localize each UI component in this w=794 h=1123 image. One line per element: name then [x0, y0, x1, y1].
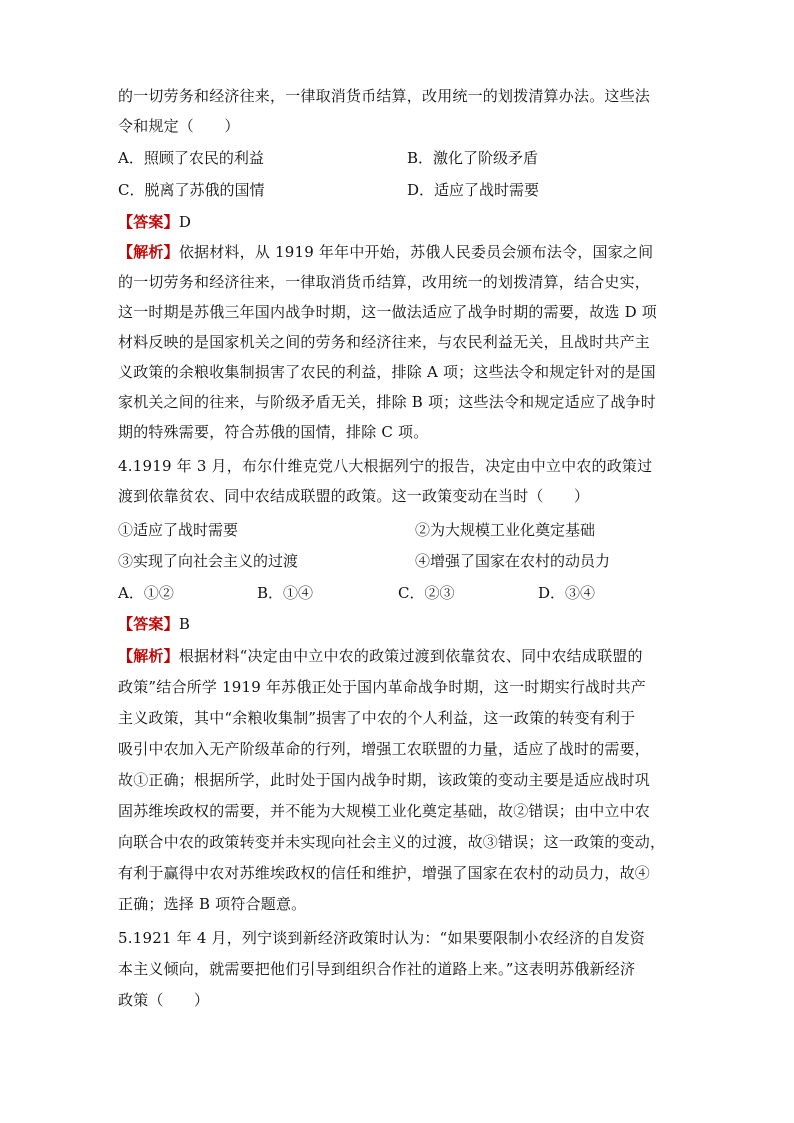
q3-analysis-line: 材料反映的是国家机关之间的劳务和经济往来，与农民利益无关，且战时共产主 — [118, 333, 651, 351]
analysis-text: 依据材料，从 1919 年年中开始，苏俄人民委员会颁布法令，国家之间 — [178, 243, 654, 261]
q4-analysis-line: 吸引中农加入无产阶级革命的行列，增强工农联盟的力量，适应了战时的需要， — [118, 740, 651, 758]
q4-option-d: D．③④ — [538, 584, 596, 602]
q4-analysis-line: 主义政策，其中“余粮收集制”损害了中农的个人利益，这一政策的转变有利于 — [118, 709, 636, 727]
q3-analysis-line: 这一时期是苏俄三年国内战争时期，这一做法适应了战争时期的需要，故选 D 项 — [118, 303, 657, 321]
q5-stem-line: 5.1921 年 4 月，列宁谈到新经济政策时认为：“如果要限制小农经济的自发资 — [118, 929, 646, 947]
q4-item-2: ②为大规模工业化奠定基础 — [415, 521, 596, 539]
q3-answer — [118, 212, 191, 232]
q3-option-d: D．适应了战时需要 — [407, 181, 540, 199]
q3-stem-line: 的一切劳务和经济往来，一律取消货币结算，改用统一的划拨清算办法。这些法 — [118, 87, 651, 105]
q3-option-a: A．照顾了农民的利益 — [118, 149, 264, 167]
q3-analysis-line: 期的特殊需要，符合苏俄的国情，排除 C 项。 — [118, 423, 429, 441]
q3-analysis-line: 义政策的余粮收集制损害了农民的利益，排除 A 项；这些法令和规定针对的是国 — [118, 363, 656, 381]
q4-analysis-line: 向联合中农的政策转变并未实现向社会主义的过渡，故③错误；这一政策的变动， — [118, 833, 666, 851]
analysis-text: 根据材料“决定由中立中农的政策过渡到依靠贫农、同中农结成联盟的 — [178, 647, 643, 665]
analysis-tag: 【解析】 — [118, 243, 179, 261]
q3-option-b: B．激化了阶级矛盾 — [407, 149, 539, 167]
q4-analysis-line: 正确；选择 B 项符合题意。 — [118, 895, 307, 913]
answer-value: D — [178, 213, 192, 231]
q4-answer — [118, 614, 190, 634]
q4-analysis-line: 有利于赢得中农对苏维埃政权的信任和维护，增强了国家在农村的动员力，故④ — [118, 864, 651, 882]
q3-stem-line: 令和规定（ ） — [118, 117, 240, 135]
answer-tag: 【答案】 — [118, 615, 179, 633]
q4-option-b: B．①④ — [257, 584, 314, 602]
q3-analysis-line: 家机关之间的往来，与阶级矛盾无关，排除 B 项；这些法令和规定适应了战争时 — [118, 393, 656, 411]
q4-analysis-line: 固苏维埃政权的需要，并不能为大规模工业化奠定基础，故②错误；由中立中农 — [118, 802, 651, 820]
q4-stem-line: 4.1919 年 3 月，布尔什维克党八大根据列宁的报告，决定由中立中农的政策过 — [118, 457, 653, 475]
answer-value: B — [178, 615, 191, 633]
q5-stem-line: 本主义倾向，就需要把他们引导到组织合作社的道路上来。”这表明苏俄新经济 — [118, 960, 636, 978]
q4-option-a: A．①② — [118, 584, 174, 602]
q4-item-4: ④增强了国家在农村的动员力 — [415, 552, 611, 570]
q4-analysis-line — [118, 646, 643, 666]
q3-option-c: C．脱离了苏俄的国情 — [118, 181, 265, 199]
q4-analysis-line: 故①正确；根据所学，此时处于国内战争时期，该政策的变动主要是适应战时巩 — [118, 771, 651, 789]
q4-item-3: ③实现了向社会主义的过渡 — [118, 552, 299, 570]
q5-stem-line: 政策（ ） — [118, 991, 210, 1009]
q4-stem-line: 渡到依靠贫农、同中农结成联盟的政策。这一政策变动在当时（ ） — [118, 487, 590, 505]
q4-analysis-line: 政策”结合所学 1919 年苏俄正处于国内革命战争时期，这一时期实行战时共产 — [118, 678, 646, 696]
q4-option-c: C．②③ — [398, 584, 455, 602]
q3-analysis-line: 的一切劳务和经济往来，一律取消货币结算，改用统一的划拨清算，结合史实， — [118, 273, 651, 291]
answer-tag: 【答案】 — [118, 213, 179, 231]
analysis-tag: 【解析】 — [118, 647, 179, 665]
q4-item-1: ①适应了战时需要 — [118, 521, 239, 539]
q3-analysis-line — [118, 242, 653, 262]
